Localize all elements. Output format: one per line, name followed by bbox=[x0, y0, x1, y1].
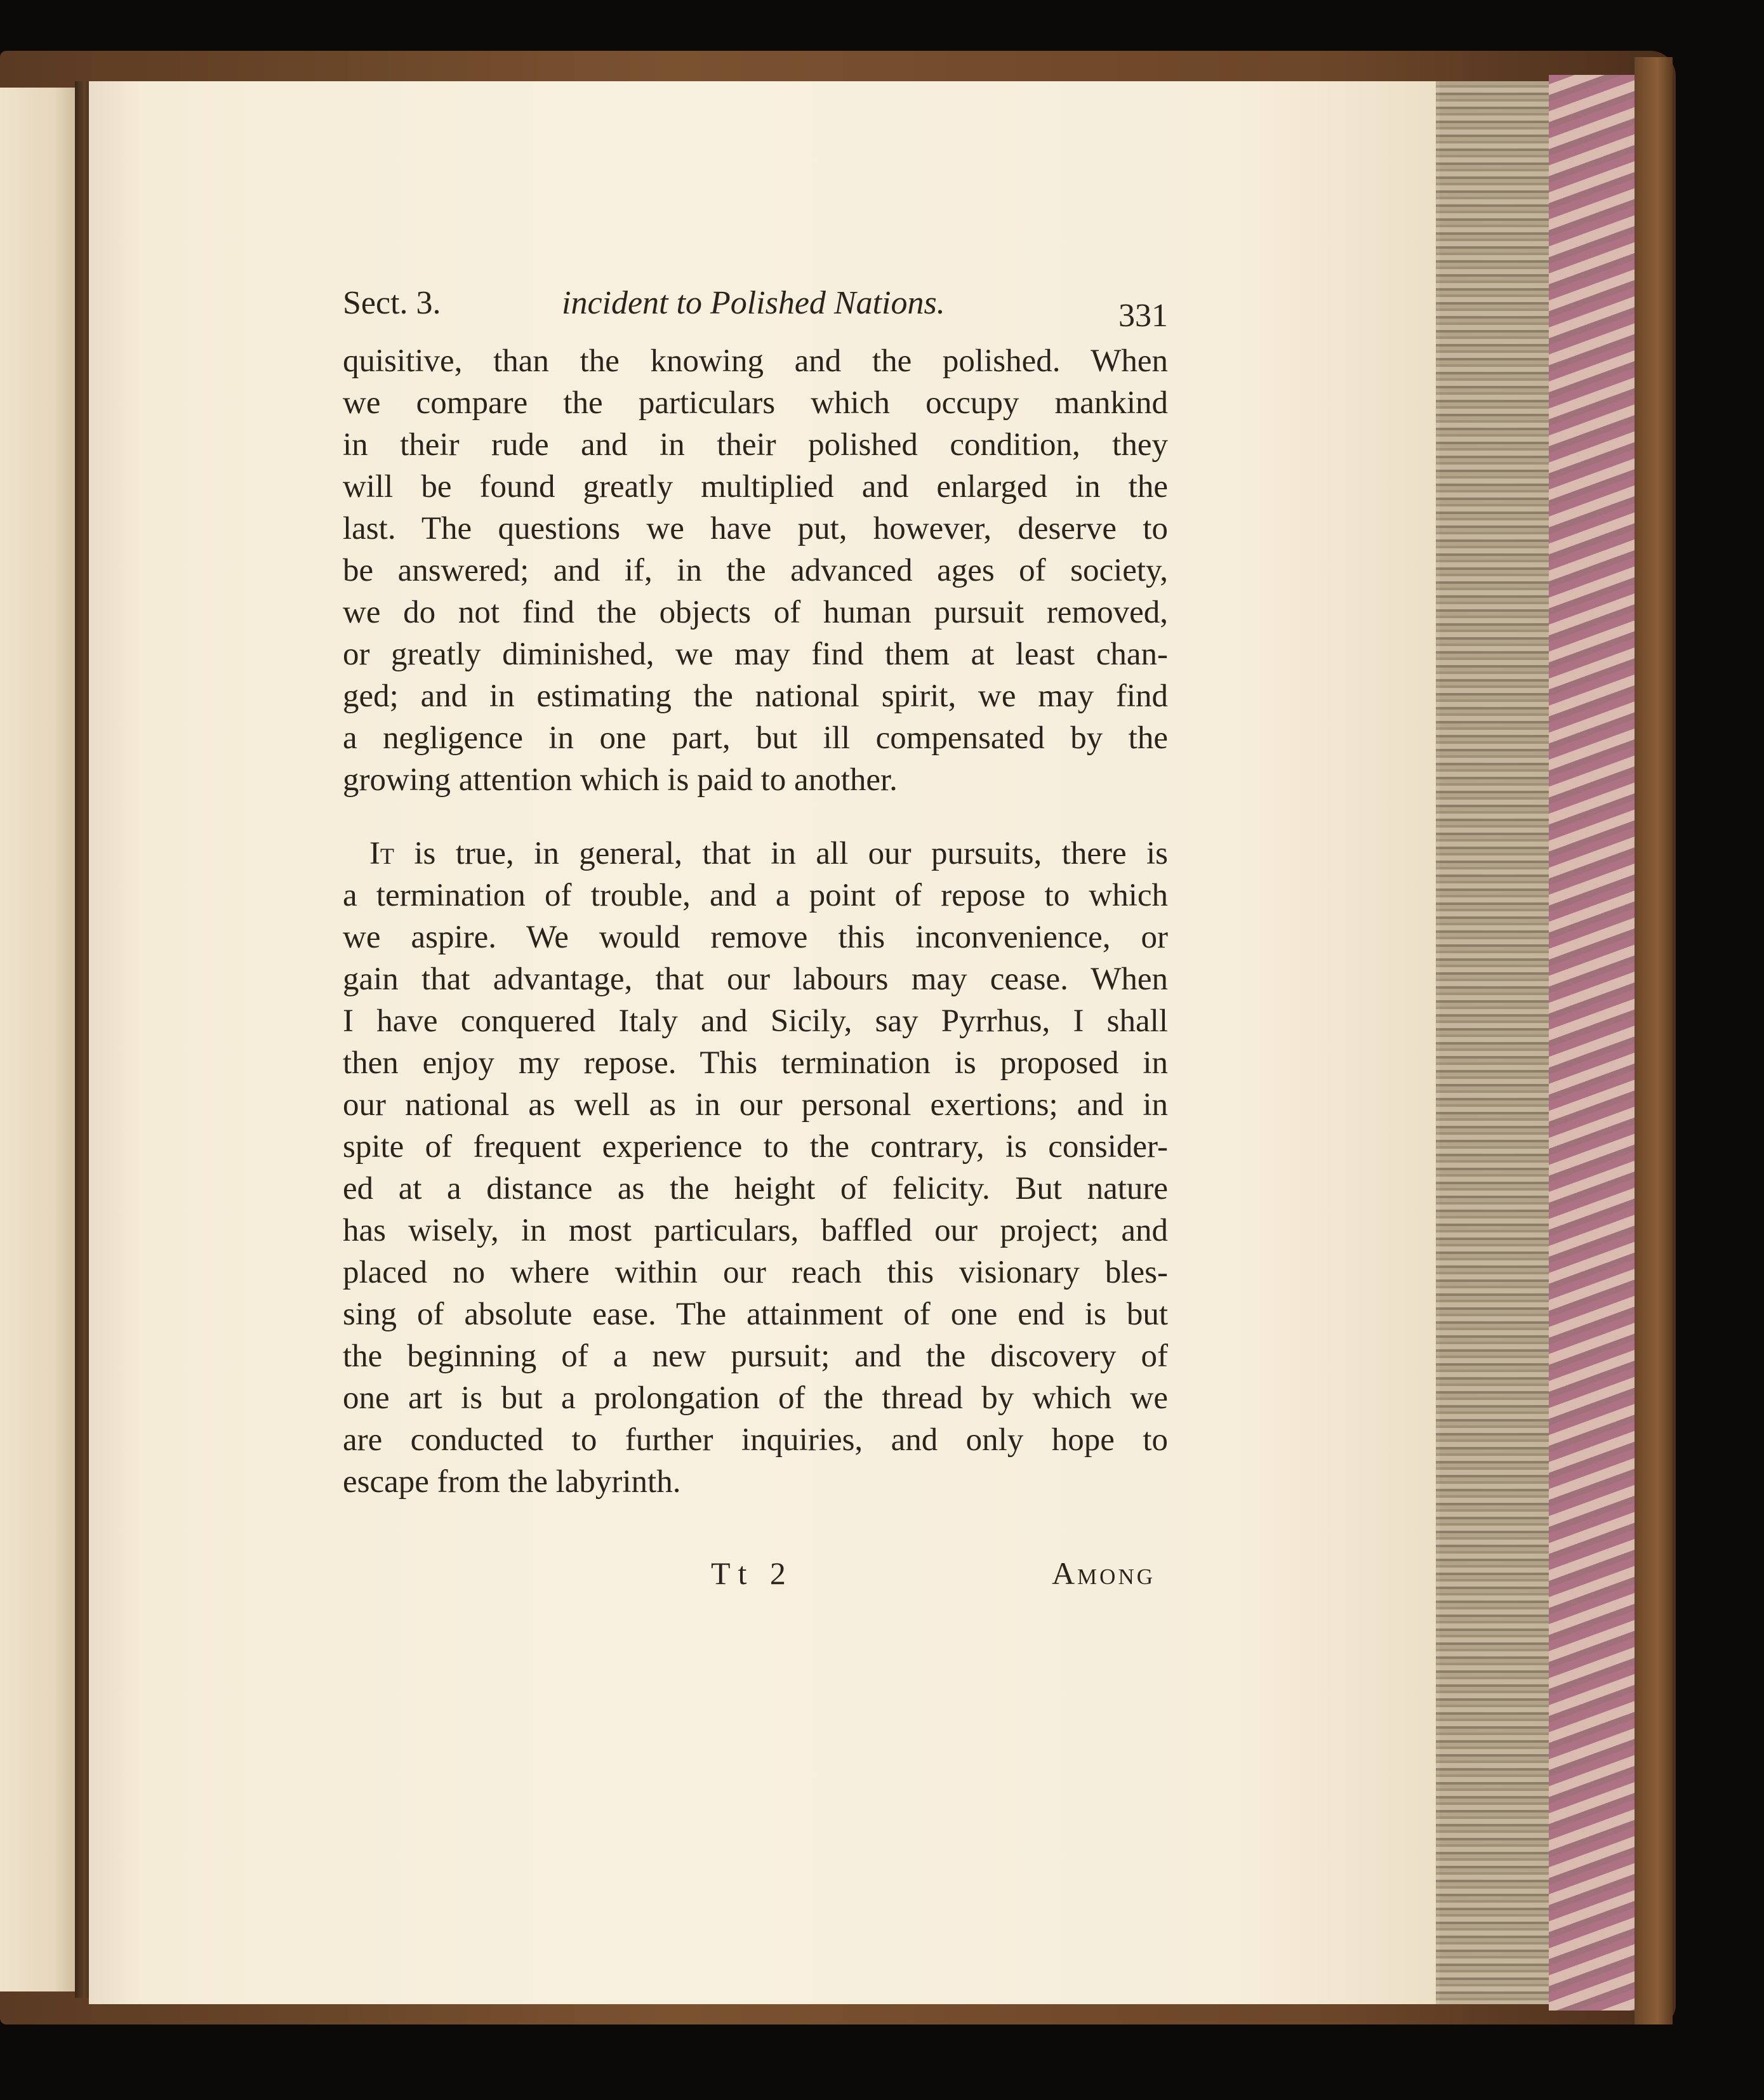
text-line: our national as well as in our personal exertions; and in bbox=[343, 1087, 1168, 1123]
text-line: are conducted to further inquiries, and only hope to bbox=[343, 1422, 1168, 1458]
text-line bbox=[343, 833, 1168, 875]
facing-page-edge bbox=[0, 88, 77, 1991]
running-title: incident to Polished Nations. bbox=[562, 285, 945, 321]
text-line: sing of absolute ease. The attainment of one end is but bbox=[343, 1297, 1168, 1332]
text-line: growing attention which is paid to another. bbox=[343, 762, 898, 798]
paragraph-1 bbox=[343, 340, 1168, 801]
running-head bbox=[343, 284, 1168, 334]
text-line: will be found greatly multiplied and enlarged in the bbox=[343, 469, 1168, 505]
text-line: a negligence in one part, but ill compensated by the bbox=[343, 720, 1168, 756]
text-line: escape from the labyrinth. bbox=[343, 1464, 681, 1500]
section-label: Sect. 3. bbox=[343, 285, 441, 321]
text-line: the beginning of a new pursuit; and the discovery of bbox=[343, 1338, 1168, 1374]
text-line: has wisely, in most particulars, baffled our project; and bbox=[343, 1213, 1168, 1248]
text-line: ged; and in estimating the national spirit, we may find bbox=[343, 678, 1168, 714]
text-line: be answered; and if, in the advanced ages of society, bbox=[343, 553, 1168, 588]
text-line: I have conquered Italy and Sicily, say Pyrrhus, I shall bbox=[343, 1003, 1168, 1039]
page-footer bbox=[343, 1555, 1168, 1599]
signature-mark: Tt 2 bbox=[711, 1555, 793, 1591]
text-line: or greatly diminished, we may find them at least chan- bbox=[343, 637, 1168, 672]
text-line: gain that advantage, that our labours may cease. When bbox=[343, 961, 1168, 997]
text-line: we aspire. We would remove this inconvenience, or bbox=[343, 920, 1168, 955]
text-line: we do not find the objects of human pursuit removed, bbox=[343, 595, 1168, 630]
text-line: placed no where within our reach this visionary bles- bbox=[343, 1255, 1168, 1290]
body-text bbox=[343, 340, 1168, 1503]
paragraph-2 bbox=[343, 833, 1168, 1503]
text-line: one art is but a prolongation of the thread by which we bbox=[343, 1380, 1168, 1416]
text-line: ed at a distance as the height of felicity. But nature bbox=[343, 1171, 1168, 1206]
marbled-edge bbox=[1549, 75, 1635, 2011]
text-line: we compare the particulars which occupy mankind bbox=[343, 385, 1168, 421]
text-line: last. The questions we have put, however, deserve to bbox=[343, 511, 1168, 546]
text-line: in their rude and in their polished condition, they bbox=[343, 427, 1168, 463]
lead-word: It bbox=[369, 836, 394, 871]
text-line: spite of frequent experience to the contrary, is consider- bbox=[343, 1129, 1168, 1165]
catchword: Among bbox=[1051, 1555, 1155, 1591]
text-line-rest: is true, in general, that in all our pursuits, there is bbox=[414, 836, 1169, 871]
text-line: quisitive, than the knowing and the polished. When bbox=[343, 343, 1168, 379]
page-edges bbox=[1436, 81, 1550, 2004]
page-number: 331 bbox=[1118, 298, 1168, 334]
text-line: then enjoy my repose. This termination is proposed in bbox=[343, 1045, 1168, 1081]
cover-board-edge bbox=[1635, 57, 1673, 2024]
text-line: a termination of trouble, and a point of repose to which bbox=[343, 878, 1168, 913]
